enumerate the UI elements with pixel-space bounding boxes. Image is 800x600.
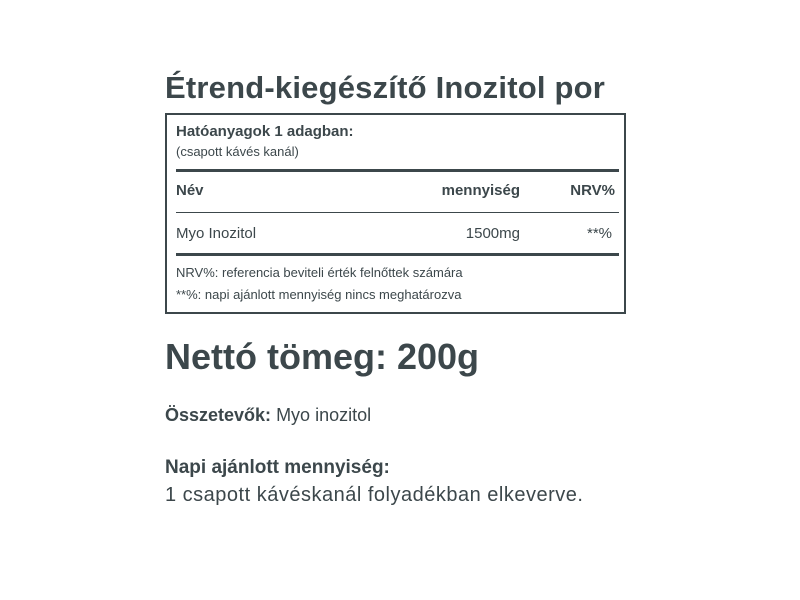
nutrition-panel xyxy=(165,113,626,314)
row-name: Myo Inozitol xyxy=(176,225,257,242)
column-divider xyxy=(176,212,619,213)
column-header-name: Név xyxy=(176,182,204,199)
panel-heading: Hatóanyagok 1 adagban: xyxy=(176,123,354,140)
note-nrv: NRV%: referencia beviteli érték felnőttek számára xyxy=(176,265,463,280)
panel-notes xyxy=(176,262,463,306)
column-header-amount: mennyiség xyxy=(441,182,520,199)
column-header-nrv: NRV% xyxy=(570,182,615,199)
ingredients-value: Myo inozitol xyxy=(271,405,372,425)
daily-dose-text: 1 csapott kávéskanál folyadékban elkeverve. xyxy=(165,484,584,506)
panel-subheading: (csapott kávés kanál) xyxy=(176,144,299,159)
panel-header xyxy=(176,123,354,159)
footer-divider xyxy=(176,253,619,256)
ingredients-label: Összetevők: xyxy=(165,405,272,425)
ingredients-line xyxy=(165,405,371,426)
note-not-defined: **%: napi ajánlott mennyiség nincs meghatározva xyxy=(176,287,462,302)
header-divider xyxy=(176,169,619,172)
daily-dose-label: Napi ajánlott mennyiség: xyxy=(165,457,390,478)
row-amount: 1500mg xyxy=(465,225,520,242)
row-nrv: **% xyxy=(586,225,612,242)
product-title: Étrend-kiegészítő Inozitol por xyxy=(165,70,606,105)
net-weight: Nettó tömeg: 200g xyxy=(165,336,480,377)
